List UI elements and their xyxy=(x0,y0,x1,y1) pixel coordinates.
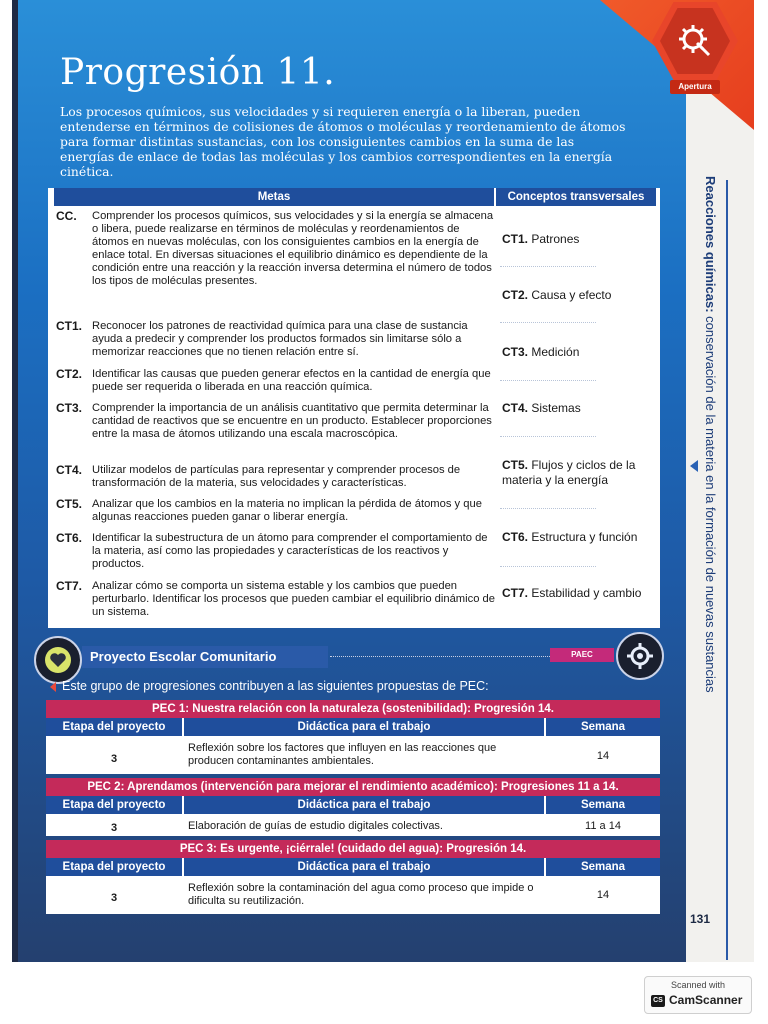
concept-code: CT4. xyxy=(502,401,529,415)
col-etapa: Etapa del proyecto xyxy=(46,858,182,876)
goal-code: CT1. xyxy=(56,319,83,333)
pec-band: PEC 3: Es urgente, ¡ciérrale! (cuidado del agua): Progresión 14. xyxy=(46,840,660,858)
goal-cc xyxy=(56,210,496,288)
pec-block-2 xyxy=(46,778,660,836)
pec-band: PEC 1: Nuestra relación con la naturaleza (sostenibilidad): Progresión 14. xyxy=(46,700,660,718)
semana-value: 14 xyxy=(596,889,610,901)
pec-heart-icon xyxy=(34,636,82,684)
goal-code: CT3. xyxy=(56,401,83,415)
goal-code: CT5. xyxy=(56,497,83,511)
goal-ct2 xyxy=(56,368,496,394)
concept-ct1 xyxy=(502,232,652,247)
pec-dotted-line xyxy=(330,656,570,657)
goal-code: CT4. xyxy=(56,463,83,477)
pec-gear-icon xyxy=(616,632,664,680)
concept-ct6 xyxy=(502,530,652,545)
pec-lead-label: Este grupo de progresiones contribuyen a las siguientes propuestas de PEC: xyxy=(62,679,489,693)
page-number: 131 xyxy=(690,912,711,926)
didactica-value: Reflexión sobre la contaminación del agua como proceso que impide o dificulta su reutilización. xyxy=(188,882,534,907)
concept-ct5 xyxy=(502,458,652,488)
page-title: Progresión 11. xyxy=(60,52,336,93)
semana-value: 11 a 14 xyxy=(585,820,621,832)
col-semana: Semana xyxy=(546,858,660,876)
concept-text: Flujos y ciclos de la materia y la energía xyxy=(502,458,636,487)
goals-table xyxy=(48,188,660,628)
col-etapa: Etapa del proyecto xyxy=(46,796,182,814)
side-arrow-icon xyxy=(690,460,698,472)
paec-tag: PAEC xyxy=(550,648,614,662)
goal-text: Identificar las causas que pueden generar efectos en la cantidad de energía que puede ser requerida o liberada en una reacción química. xyxy=(92,368,491,393)
goal-text: Analizar cómo se comporta un sistema estable y los cambios que pueden perturbarlo. Identificar los procesos que pueden cambiar el equilibrio dinámico de un sistema. xyxy=(92,580,495,618)
concept-text: Medición xyxy=(528,345,580,359)
apertura-label: Apertura xyxy=(670,80,720,94)
didactica-value: Reflexión sobre los factores que influyen en las reacciones que producen contaminantes ambientales. xyxy=(188,742,497,767)
concept-code: CT1. xyxy=(502,232,529,246)
etapa-value: 3 xyxy=(110,892,118,904)
etapa-value: 3 xyxy=(110,822,118,834)
pec-block-3 xyxy=(46,840,660,914)
concept-divider xyxy=(500,266,596,267)
goal-code: CC. xyxy=(56,209,77,223)
concept-divider xyxy=(500,436,596,437)
goal-text: Utilizar modelos de partículas para representar y comprender procesos de transformación de la materia, sus velocidades y características. xyxy=(92,464,461,489)
goal-ct4 xyxy=(56,464,496,490)
goal-ct3 xyxy=(56,402,496,441)
concept-divider xyxy=(500,322,596,323)
gear-key-icon xyxy=(660,8,730,74)
concept-text: Sistemas xyxy=(528,401,581,415)
goal-text: Reconocer los patrones de reactividad química para una clase de sustancia ayuda a predecir y comprender los productos formados sin limitarse sólo a memorizar reacciones que no tienen relación entre sí. xyxy=(92,320,468,358)
concept-text: Causa y efecto xyxy=(528,288,612,302)
concept-text: Estabilidad y cambio xyxy=(528,586,642,600)
chapter-side-title xyxy=(694,176,718,716)
intro-paragraph: Los procesos químicos, sus velocidades y si requieren energía o la liberan, pueden entenderse en términos de colisiones de átomos o moléculas y reordenamiento de átomos para formar distintas sustancias, con los consiguientes cambios en la suma de las energías de enlace de todas las moléculas y los cambios correspondientes en la energía cinética. xyxy=(60,104,626,179)
goal-text: Comprender la importancia de un análisis cuantitativo que permita determinar la cantidad de reactivos que se encuentre en un producto. Establecer proporciones entre la masa de átomos utilizando una escala macroscópica. xyxy=(92,402,492,440)
col-didactica: Didáctica para el trabajo xyxy=(184,718,544,736)
side-title-bold: Reacciones químicas: xyxy=(703,176,718,313)
side-title-rest: conservación de la materia en la formación de nuevas sustancias xyxy=(703,312,718,693)
concept-ct2 xyxy=(502,288,652,303)
side-rule xyxy=(726,180,728,960)
concept-ct7 xyxy=(502,586,652,601)
goal-text: Comprender los procesos químicos, sus velocidades y si la energía se almacena o libera, puede realizarse en términos de moléculas y reordenamientos de átomos en nuevas moléculas, con los consiguientes cambios en la energía de enlace total. En diversas situaciones el equilibrio dinámico es dependiente de la condición entre una reacción y la reacción inversa determina el número de todos los tipos de moléculas presentes. xyxy=(92,210,494,287)
camscanner-watermark xyxy=(644,976,752,1014)
col-semana: Semana xyxy=(546,718,660,736)
camscanner-name: CamScanner xyxy=(669,993,743,1007)
concept-divider xyxy=(500,566,596,567)
goal-ct1 xyxy=(56,320,496,359)
didactica-value: Elaboración de guías de estudio digitales colectivas. xyxy=(188,820,443,832)
goal-ct6 xyxy=(56,532,496,571)
concept-divider xyxy=(500,380,596,381)
col-etapa: Etapa del proyecto xyxy=(46,718,182,736)
apertura-badge xyxy=(652,2,738,94)
scanned-with-label: Scanned with xyxy=(670,980,726,990)
pec-block-1 xyxy=(46,700,660,774)
concept-code: CT5. xyxy=(502,458,529,472)
concept-divider xyxy=(500,508,596,509)
concept-text: Estructura y función xyxy=(528,530,638,544)
semana-value: 14 xyxy=(596,750,610,762)
etapa-value: 3 xyxy=(110,753,118,765)
concept-code: CT3. xyxy=(502,345,529,359)
conceptos-header: Conceptos transversales xyxy=(496,188,656,206)
pec-band: PEC 2: Aprendamos (intervención para mejorar el rendimiento académico): Progresiones 11 a 14. xyxy=(46,778,660,796)
camscanner-logo: CS xyxy=(651,995,665,1007)
pointer-arrow-icon xyxy=(50,682,56,692)
metas-header: Metas xyxy=(54,188,494,206)
goal-ct7 xyxy=(56,580,496,619)
pec-title: Proyecto Escolar Comunitario xyxy=(82,646,328,668)
col-didactica: Didáctica para el trabajo xyxy=(184,796,544,814)
pec-lead-text xyxy=(50,679,489,693)
hexagon-frame xyxy=(652,2,738,80)
concept-text: Patrones xyxy=(528,232,580,246)
concept-ct4 xyxy=(502,401,652,416)
goal-code: CT6. xyxy=(56,531,83,545)
goal-text: Analizar que los cambios en la materia no implican la pérdida de átomos y que algunas reacciones pueden ganar o liberar energía. xyxy=(92,498,482,523)
concept-code: CT2. xyxy=(502,288,529,302)
concept-ct3 xyxy=(502,345,652,360)
concept-code: CT7. xyxy=(502,586,529,600)
col-didactica: Didáctica para el trabajo xyxy=(184,858,544,876)
goal-text: Identificar la subestructura de un átomo para comprender el comportamiento de la materia, así como las propiedades y características de los reactivos y productos. xyxy=(92,532,488,570)
goal-ct5 xyxy=(56,498,496,524)
pec-header xyxy=(30,636,666,680)
concept-code: CT6. xyxy=(502,530,529,544)
goal-code: CT7. xyxy=(56,579,83,593)
col-semana: Semana xyxy=(546,796,660,814)
goal-code: CT2. xyxy=(56,367,83,381)
